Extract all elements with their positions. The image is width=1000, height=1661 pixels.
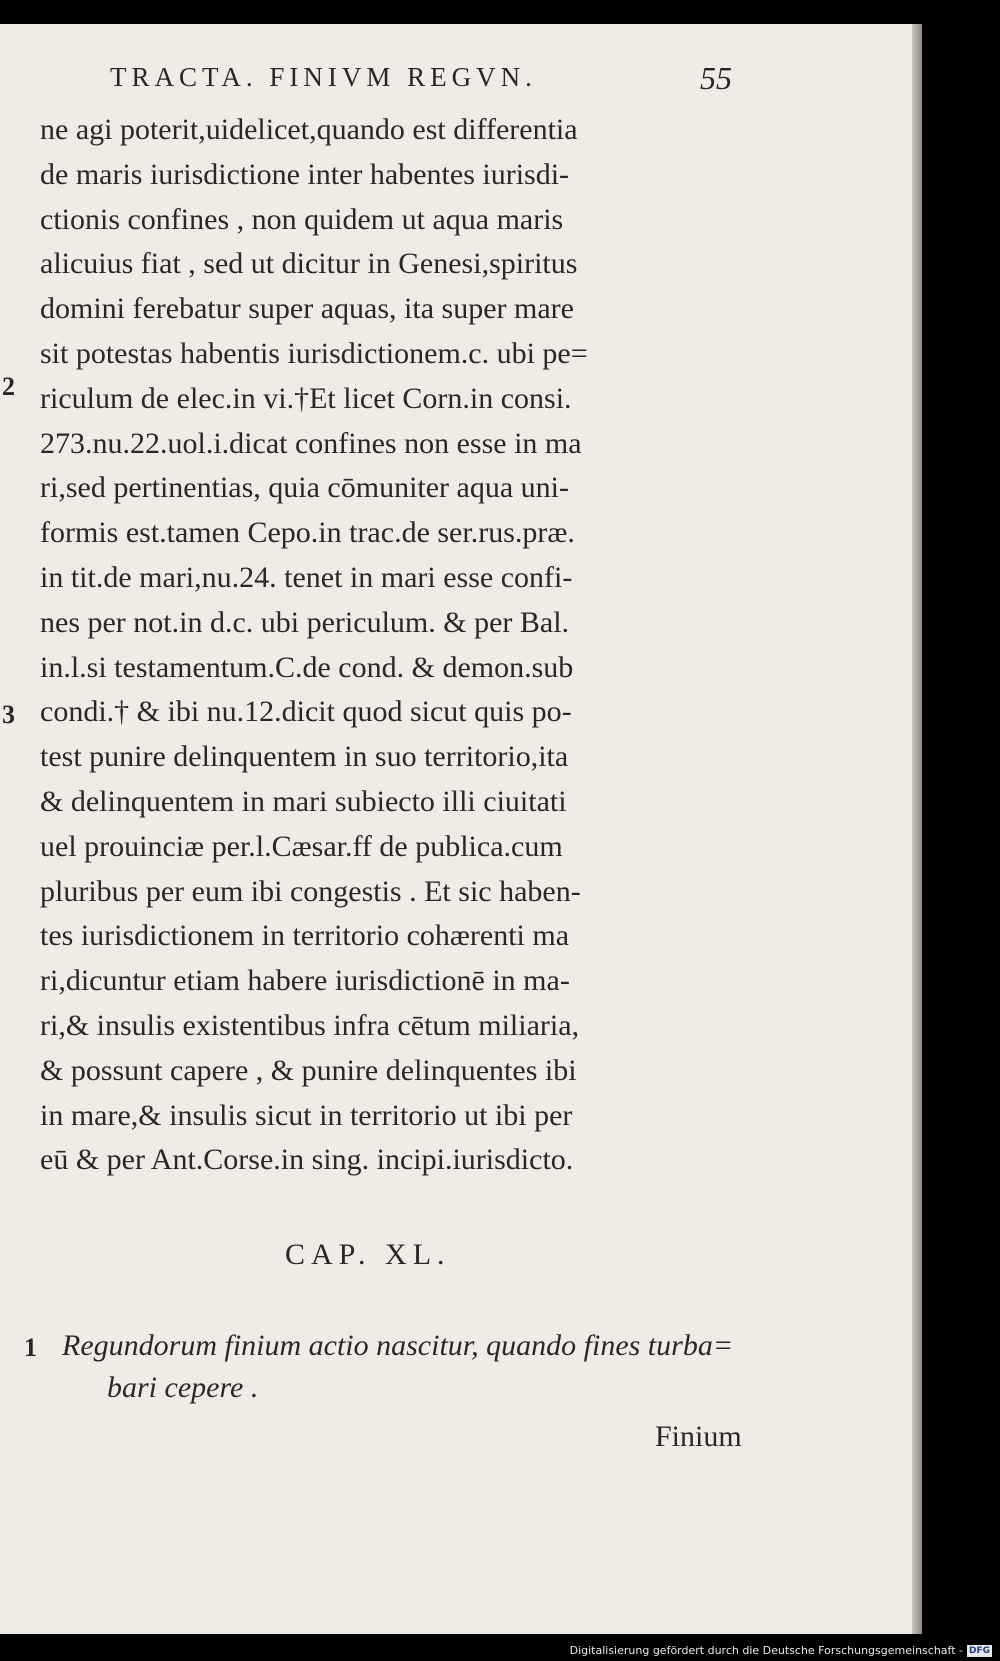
text-line: ne agi poterit,uidelicet,quando est differentia bbox=[40, 113, 578, 146]
chapter-summary bbox=[62, 1325, 792, 1409]
text-line: in tit.de mari,nu.24. tenet in mari esse confi- bbox=[40, 560, 573, 594]
footer-text: Digitalisierung gefördert durch die Deutsche Forschungsgemeinschaft - bbox=[569, 1644, 963, 1657]
text-line: in.l.si testamentum.C.de cond. & demon.sub bbox=[40, 650, 574, 684]
page-edge bbox=[912, 24, 922, 1634]
text-line: nes per not.in d.c. ubi periculum. & per Bal. bbox=[40, 605, 570, 639]
text-line: alicuius fiat , sed ut dicitur in Genesi,spiritus bbox=[40, 247, 578, 281]
catchword: Finium bbox=[655, 1420, 742, 1453]
margin-number-3: 3 bbox=[2, 700, 15, 729]
text-line: 273.nu.22.uol.i.dicat confines non esse in ma bbox=[40, 426, 582, 460]
text-line: eū & per Ant.Corse.in sing. incipi.iurisdicto. bbox=[40, 1143, 574, 1177]
text-line: ri,& insulis existentibus infra cētum miliaria, bbox=[40, 1008, 580, 1042]
summary-line: bari cepere . bbox=[107, 1371, 259, 1404]
text-line: uel prouinciæ per.l.Cæsar.ff de publica.cum bbox=[40, 829, 563, 863]
digitization-footer bbox=[570, 1644, 992, 1657]
text-line: test punire delinquentem in suo territorio,ita bbox=[40, 740, 569, 774]
text-line: ctionis confines , non quidem ut aqua maris bbox=[40, 202, 564, 236]
text-line: & possunt capere , & punire delinquentes ibi bbox=[40, 1053, 577, 1087]
text-line: in mare,& insulis sicut in territorio ut ibi per bbox=[40, 1098, 573, 1132]
text-line: domini ferebatur super aquas, ita super mare bbox=[40, 292, 574, 326]
summary-number: 1 bbox=[24, 1333, 37, 1362]
text-line: sit potestas habentis iurisdictionem.c. ubi pe= bbox=[40, 336, 588, 370]
text-line: & delinquentem in mari subiecto illi ciuitati bbox=[40, 784, 567, 818]
text-line: ri,dicuntur etiam habere iurisdictionē in ma- bbox=[40, 964, 570, 998]
text-line: riculum de elec.in vi.†Et licet Corn.in consi. bbox=[40, 381, 572, 415]
text-line: formis est.tamen Cepo.in trac.de ser.rus.præ. bbox=[40, 516, 575, 550]
text-line: tes iurisdictionem in territorio cohærenti ma bbox=[40, 919, 570, 953]
summary-line: Regundorum finium actio nascitur, quando fines turba= bbox=[62, 1329, 734, 1362]
text-line: ri,sed pertinentias, quia cōmuniter aqua uni- bbox=[40, 471, 569, 505]
page-number: 55 bbox=[700, 60, 732, 96]
text-line: de maris iurisdictione inter habentes iurisdi- bbox=[40, 157, 570, 191]
text-line: pluribus per eum ibi congestis . Et sic haben- bbox=[40, 874, 581, 908]
page-header bbox=[0, 54, 912, 98]
margin-number-2: 2 bbox=[2, 372, 15, 401]
chapter-heading: CAP. XL. bbox=[285, 1238, 451, 1271]
dfg-logo: DFG bbox=[968, 1645, 990, 1656]
running-head: TRACTA. FINIVM REGVN. bbox=[110, 62, 537, 92]
text-line: condi.† & ibi nu.12.dicit quod sicut quis po- bbox=[40, 695, 572, 729]
body-text bbox=[40, 108, 785, 1183]
